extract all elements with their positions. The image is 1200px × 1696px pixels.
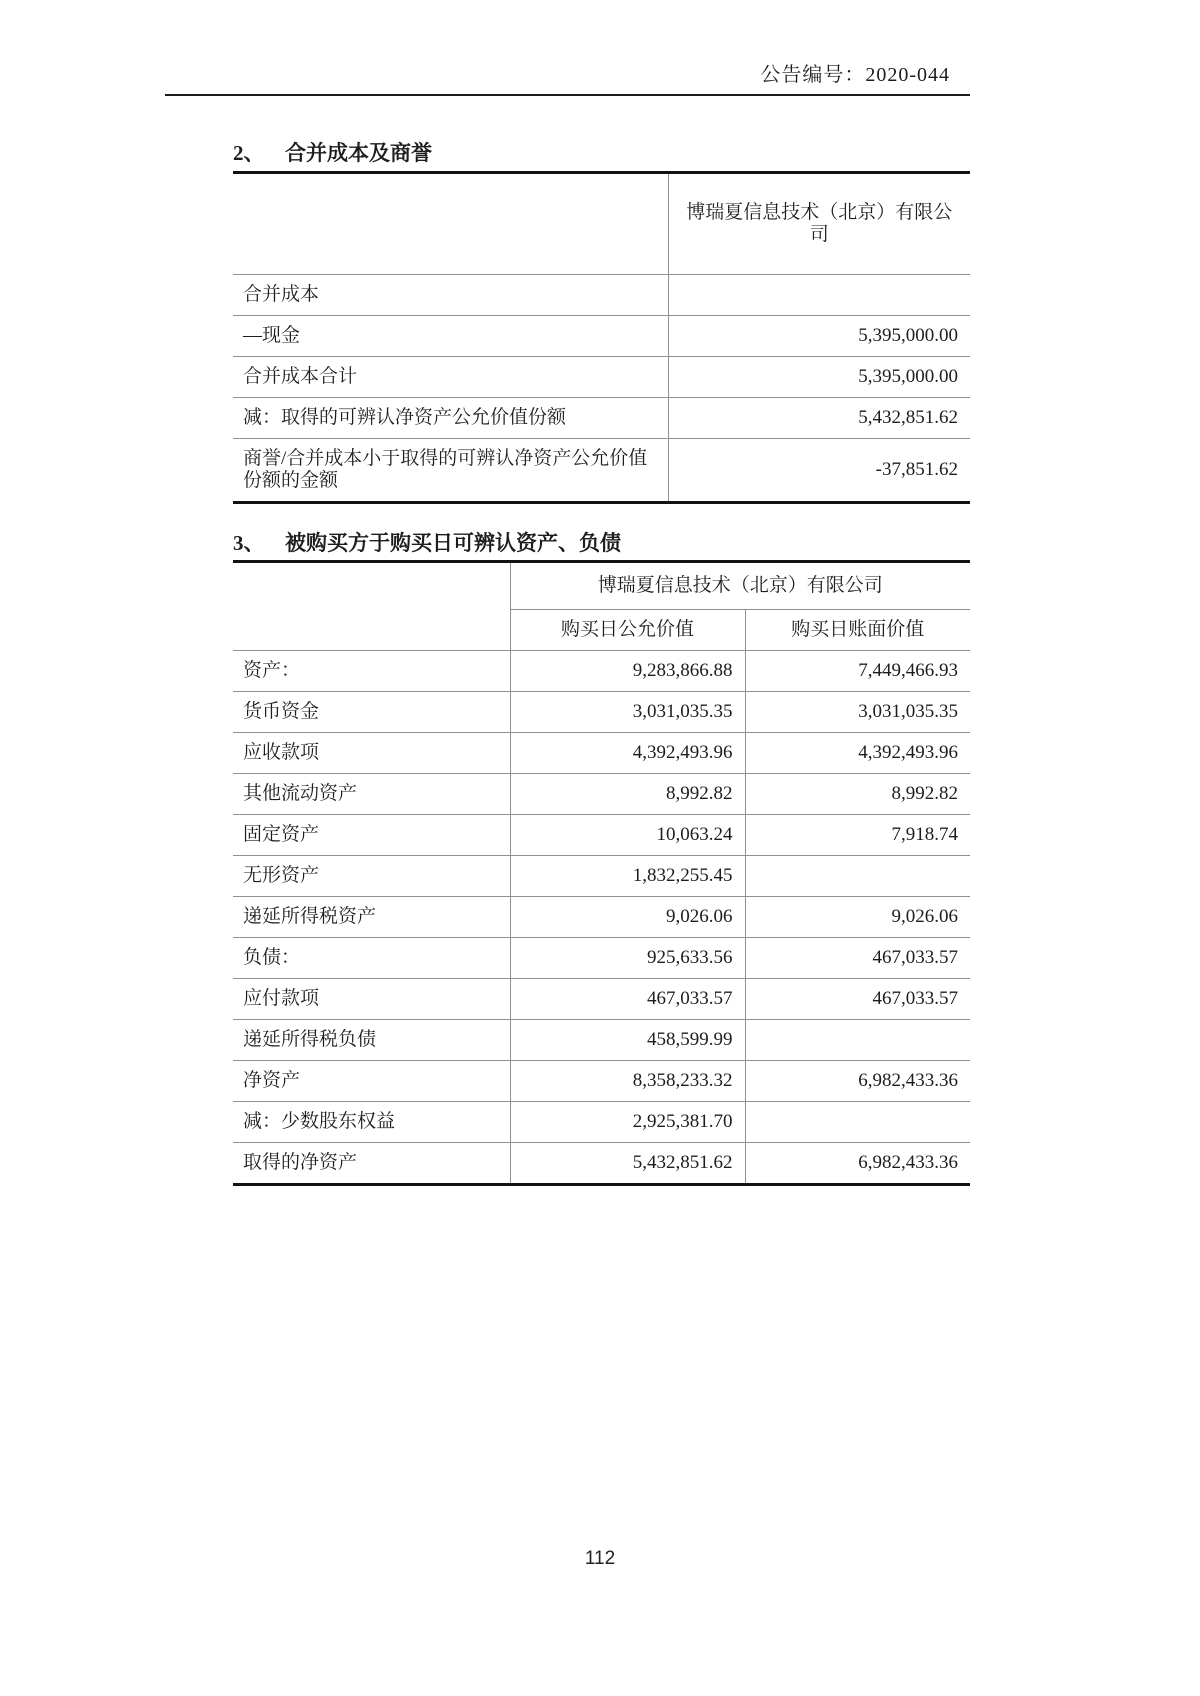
identifiable-assets-table (233, 560, 970, 1186)
row-value: 467,033.57 (510, 979, 745, 1020)
row-label: 合并成本合计 (233, 357, 668, 398)
header-rule (165, 94, 970, 96)
table-row (233, 357, 970, 398)
table-row (233, 275, 970, 316)
row-value: 467,033.57 (745, 979, 970, 1020)
row-value: 1,832,255.45 (510, 856, 745, 897)
table-row (233, 815, 970, 856)
row-value: 5,432,851.62 (510, 1143, 745, 1185)
table-row (233, 938, 970, 979)
col-header-book-value: 购买日账面价值 (745, 610, 970, 651)
row-label: 负债： (233, 938, 510, 979)
section2-number: 2、 (233, 141, 265, 165)
row-value: 10,063.24 (510, 815, 745, 856)
row-label: 应收款项 (233, 733, 510, 774)
company-header-cell: 博瑞夏信息技术（北京）有限公司 (510, 562, 970, 610)
row-label: —现金 (233, 316, 668, 357)
table-row (233, 979, 970, 1020)
row-label: 商誉/合并成本小于取得的可辨认净资产公允价值份额的金额 (233, 439, 668, 503)
section3-heading (233, 529, 621, 557)
row-label: 应付款项 (233, 979, 510, 1020)
row-value (745, 1102, 970, 1143)
table-row (233, 398, 970, 439)
table-row (233, 897, 970, 938)
header-empty-cell (233, 562, 510, 610)
row-label: 其他流动资产 (233, 774, 510, 815)
row-value (745, 1020, 970, 1061)
row-value (668, 275, 970, 316)
row-value: 458,599.99 (510, 1020, 745, 1061)
row-value: 467,033.57 (745, 938, 970, 979)
table-header-row (233, 173, 970, 275)
row-label: 合并成本 (233, 275, 668, 316)
row-value: 5,395,000.00 (668, 357, 970, 398)
table-row (233, 1061, 970, 1102)
row-label: 资产： (233, 651, 510, 692)
col-header-fair-value: 购买日公允价值 (510, 610, 745, 651)
section2-heading (233, 139, 432, 167)
row-value: 9,026.06 (745, 897, 970, 938)
announcement-number: 公告编号：2020-044 (760, 64, 950, 86)
table-row (233, 692, 970, 733)
section3-number: 3、 (233, 531, 265, 555)
row-label: 净资产 (233, 1061, 510, 1102)
row-value: 8,992.82 (745, 774, 970, 815)
row-value: 9,026.06 (510, 897, 745, 938)
row-value: 4,392,493.96 (510, 733, 745, 774)
table-row (233, 856, 970, 897)
row-value: 5,395,000.00 (668, 316, 970, 357)
company-header-cell: 博瑞夏信息技术（北京）有限公司 (668, 173, 970, 275)
row-value: 3,031,035.35 (510, 692, 745, 733)
row-label: 固定资产 (233, 815, 510, 856)
row-value: 6,982,433.36 (745, 1061, 970, 1102)
table-row (233, 439, 970, 503)
page-number: 112 (584, 1548, 616, 1569)
table-company-row (233, 562, 970, 610)
row-value: 2,925,381.70 (510, 1102, 745, 1143)
table-subheader-row (233, 610, 970, 651)
goodwill-table (233, 171, 970, 504)
table-row (233, 1020, 970, 1061)
row-value: 7,918.74 (745, 815, 970, 856)
row-label: 取得的净资产 (233, 1143, 510, 1185)
row-value: 5,432,851.62 (668, 398, 970, 439)
section3-title: 被购买方于购买日可辨认资产、负债 (285, 531, 621, 555)
row-value: 925,633.56 (510, 938, 745, 979)
row-label: 减：取得的可辨认净资产公允价值份额 (233, 398, 668, 439)
row-label: 递延所得税资产 (233, 897, 510, 938)
table-row (233, 733, 970, 774)
row-value: 6,982,433.36 (745, 1143, 970, 1185)
row-value (745, 856, 970, 897)
row-label: 无形资产 (233, 856, 510, 897)
row-value: 8,358,233.32 (510, 1061, 745, 1102)
table-row (233, 316, 970, 357)
row-value: 7,449,466.93 (745, 651, 970, 692)
row-label: 货币资金 (233, 692, 510, 733)
row-value: 4,392,493.96 (745, 733, 970, 774)
table-row (233, 1143, 970, 1185)
row-value: 3,031,035.35 (745, 692, 970, 733)
row-label: 递延所得税负债 (233, 1020, 510, 1061)
header-empty-cell (233, 173, 668, 275)
row-value: 9,283,866.88 (510, 651, 745, 692)
section2-title: 合并成本及商誉 (285, 141, 432, 165)
row-value: -37,851.62 (668, 439, 970, 503)
table-row (233, 651, 970, 692)
table-row (233, 774, 970, 815)
row-label: 减：少数股东权益 (233, 1102, 510, 1143)
table-row (233, 1102, 970, 1143)
row-value: 8,992.82 (510, 774, 745, 815)
header-empty-cell (233, 610, 510, 651)
